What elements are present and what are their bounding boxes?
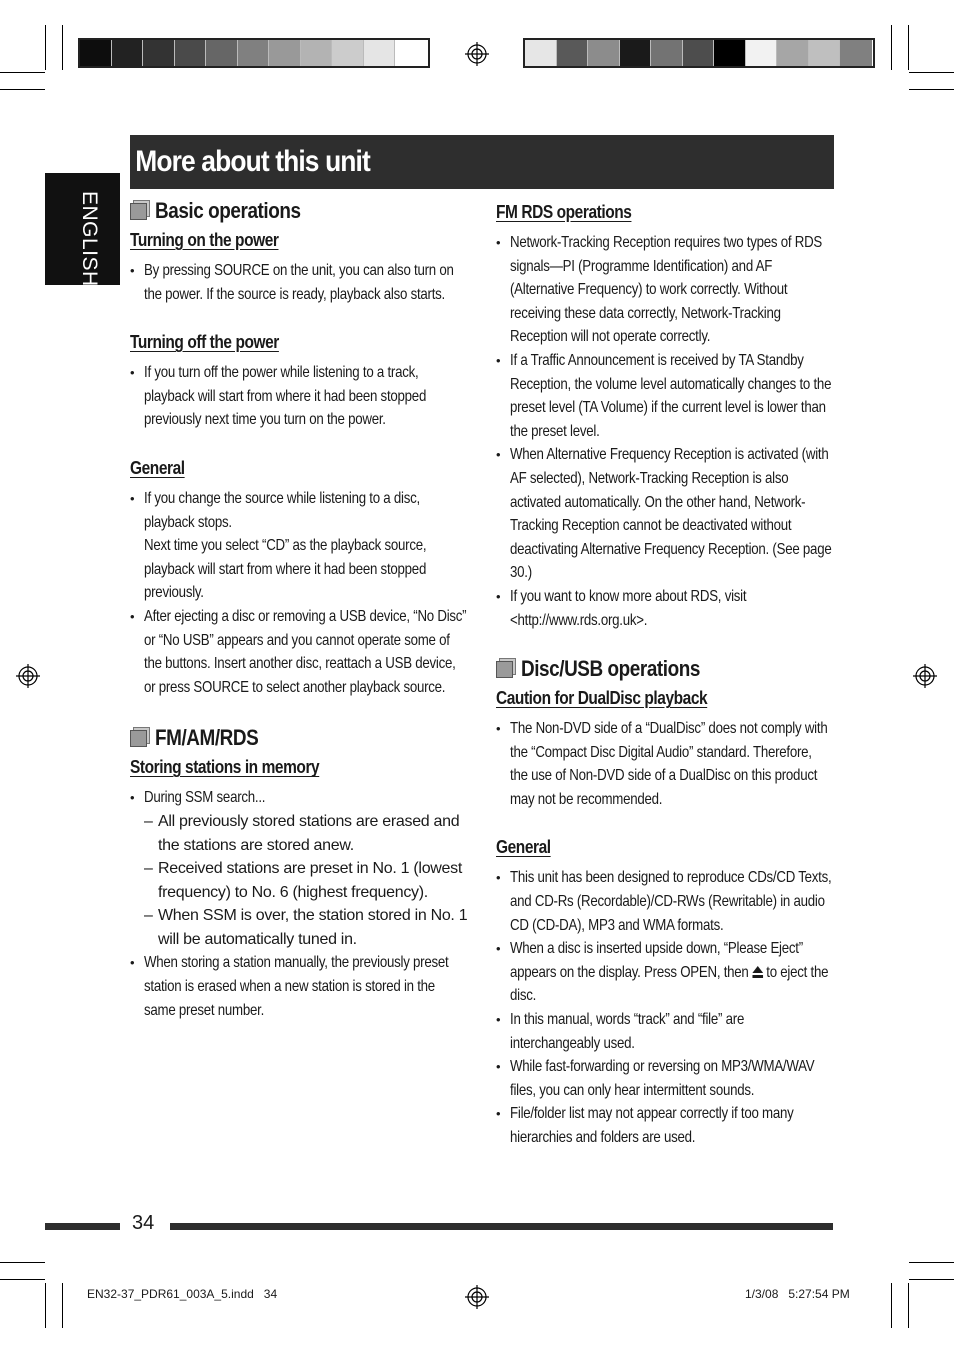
list-item [496,937,834,1008]
color-swatch [777,40,809,66]
list-item [496,866,834,937]
crop-mark [45,25,46,70]
language-tab [45,173,120,285]
subheading-turning-off: Turning off the power [130,332,279,353]
color-swatch [301,40,333,66]
page-title-bar [130,135,834,189]
registration-mark-icon [913,664,937,688]
color-swatch [80,40,112,66]
section-heading-fm-am-rds [130,725,470,751]
list-item-text [510,937,833,1008]
color-swatch [651,40,683,66]
color-swatch [364,40,396,66]
crop-mark [45,1283,46,1328]
dash-item [144,810,470,857]
list-item-text: • After ejecting a disc or removing a USB device, “No Disc” or “No USB” appears and you cannot operate some of the buttons. Insert another disc, reattach a USB device, or press SOURCE to select another playback source. [144,607,467,696]
bullet-list [496,866,834,1149]
crop-mark [0,1262,45,1263]
crop-mark [909,1262,954,1263]
subheading-general: General [130,457,185,478]
color-swatch-strip-right [523,38,875,68]
color-swatch [840,40,872,66]
list-item [496,585,834,632]
list-item [130,259,470,306]
color-swatch [714,40,746,66]
crop-mark [891,25,892,70]
list-item-text: • During SSM search... [144,789,266,807]
registration-mark-icon [16,664,40,688]
list-item [496,231,834,349]
section-box-icon [496,661,513,678]
list-item-text: Next time you select “CD” as the playback source, playback will start from where it had been stopped previously. [144,537,427,602]
left-column [130,198,470,1022]
dash-item [144,857,470,904]
crop-mark [909,89,954,90]
dash-item [144,904,470,951]
list-item [496,443,834,585]
subheading-fm-rds: FM RDS operations [496,202,632,222]
color-swatch [175,40,207,66]
dash-list [144,810,470,952]
dash-item-text: All previously stored stations are erased and the stations are stored anew. [158,812,460,854]
language-label: ENGLISH [78,191,101,287]
crop-mark [891,1283,892,1328]
list-item-text: • File/folder list may not appear correctly if too many hierarchies and folders are used. [510,1105,794,1146]
list-item-text: • When storing a station manually, the previously preset station is erased when a new station is stored in the same preset number. [144,954,449,1019]
dash-item-text: Received stations are preset in No. 1 (lowest frequency) to No. 6 (highest frequency). [158,860,462,901]
section-box-icon [130,730,147,747]
bullet-list [130,786,470,1022]
list-item [130,786,470,951]
footer-rule [170,1223,833,1230]
page-number: 34 [132,1212,155,1234]
color-swatch [809,40,841,66]
list-item-text: • In this manual, words “track” and “file” are interchangeably used. [510,1011,745,1052]
crop-mark [909,72,954,73]
footer-rule [45,1223,120,1230]
color-swatch [557,40,589,66]
list-item [496,717,834,811]
crop-mark [0,89,45,90]
crop-mark [908,25,909,70]
crop-mark [62,1283,63,1328]
registration-mark-icon [465,42,489,66]
color-swatch [746,40,778,66]
list-item [130,361,470,432]
subheading-storing: Storing stations in memory [130,757,320,778]
color-swatch [683,40,715,66]
section-title: Disc/USB operations [521,656,700,682]
list-item [130,605,470,699]
dash-item-text: When SSM is over, the station stored in No. 1 will be automatically tuned in. [158,907,468,948]
section-title: FM/AM/RDS [155,725,259,751]
footer-file-info: EN32-37_PDR61_003A_5.indd 34 [87,1287,278,1301]
list-item [496,1008,834,1055]
section-box-icon [130,203,147,220]
crop-mark [62,25,63,70]
subheading-general: General [496,837,551,858]
list-item-text-part: When a disc is inserted upside down, “Please Eject” appears on the display. Press OPEN, then [510,940,803,981]
color-swatch [206,40,238,66]
list-item-text: • When Alternative Frequency Reception is activated (with AF selected), Network-Tracking Reception is also activated automatically. On the other hand, Network-Tracking Reception cannot be deactivated without deactivating Alternative Frequency Reception. (See page 30.) [510,446,832,582]
list-item-text: • If you turn off the power while listening to a track, playback will start from where it had been stopped previously next time you turn on the power. [144,364,427,429]
bullet-list [496,231,834,632]
subheading-turning-on: Turning on the power [130,230,279,250]
bullet-list [130,361,470,432]
bullet-list [130,259,470,306]
footer-timestamp: 1/3/08 5:27:54 PM [745,1287,850,1301]
crop-mark [0,1279,45,1280]
registration-mark-icon [465,1285,489,1309]
section-heading-basic [130,198,470,224]
list-item-text-part: to eject the disc. [510,963,829,1005]
crop-mark [908,1283,909,1328]
list-item-text: • By pressing SOURCE on the unit, you can also turn on the power. If the source is ready, playback also starts. [144,262,454,303]
bullet-list [130,487,470,699]
list-item-text: • This unit has been designed to reproduce CDs/CD Texts, and CD-Rs (Recordable)/CD-RWs (Rewritable) in audio CD (CD-DA), MP3 and WMA formats. [510,869,832,934]
color-swatch [112,40,144,66]
page-title: More about this unit [135,145,370,178]
list-item-text: • If you want to know more about RDS, visit <http://www.rds.org.uk>. [510,587,747,629]
color-swatch [395,40,427,66]
color-swatch [620,40,652,66]
list-item-text: • If a Traffic Announcement is received by TA Standby Reception, the volume level automatically changes to the preset level (TA Volume) if the current level is lower than the preset level. [510,351,832,440]
color-swatch [269,40,301,66]
list-item [496,349,834,443]
list-item [496,1102,834,1149]
color-swatch-strip-left [78,38,430,68]
list-item-text: • The Non-DVD side of a “DualDisc” does not comply with the “Compact Disc Digital Audio” standard. Therefore, the use of Non-DVD side of a DualDisc on this product may not be recommended. [510,720,828,808]
color-swatch [588,40,620,66]
color-swatch [238,40,270,66]
section-title: Basic operations [155,198,301,223]
color-swatch [143,40,175,66]
list-item-text: • Network-Tracking Reception requires two types of RDS signals—PI (Programme Identification) and AF (Alternative Frequency) to work correctly. Without receiving these data correctly, Network-Tracking Reception will not operate correctly. [510,234,823,346]
right-column [496,202,834,1150]
bullet-list [496,717,834,811]
color-swatch [332,40,364,66]
crop-mark [909,1279,954,1280]
section-heading-disc-usb [496,656,834,682]
eject-icon [752,966,763,978]
crop-mark [0,72,45,73]
list-item [496,1055,834,1102]
list-item-text: • While fast-forwarding or reversing on MP3/WMA/WAV files, you can only hear intermittent sounds. [510,1058,815,1099]
subheading-caution: Caution for DualDisc playback [496,688,708,709]
list-item-text: • If you change the source while listening to a disc, playback stops. [144,489,420,531]
list-item [130,951,470,1022]
color-swatch [525,40,557,66]
list-item [130,487,470,605]
